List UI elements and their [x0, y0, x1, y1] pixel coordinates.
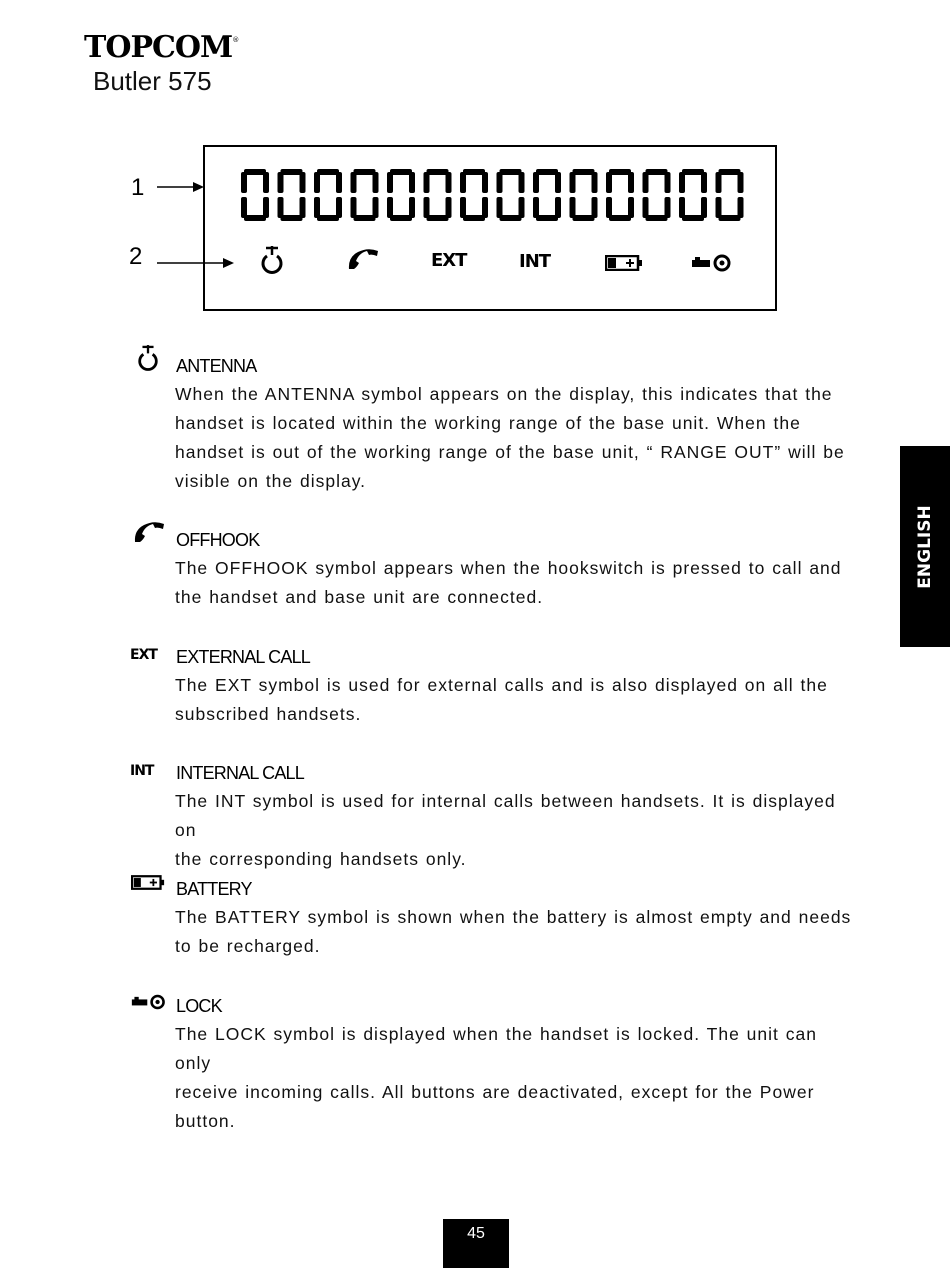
callout-1-arrow [157, 180, 205, 194]
language-tab [900, 446, 950, 647]
description-line: to be recharged. [175, 936, 321, 956]
section-title: INTERNAL CALL [176, 763, 304, 783]
section-title: OFFHOOK [176, 530, 260, 550]
brand-logo [84, 30, 238, 65]
segment-digit [716, 169, 744, 221]
section-description [175, 787, 855, 874]
segment-digit [533, 169, 561, 221]
battery-icon [131, 875, 165, 890]
description-line: When the ANTENNA symbol appears on the display, this indicates that the [175, 384, 833, 404]
description-line: receive incoming calls. All buttons are deactivated, except for the Power [175, 1082, 815, 1102]
battery-icon [605, 255, 643, 271]
segment-digit [570, 169, 598, 221]
page-number: 45 [443, 1219, 509, 1268]
section-title: ANTENNA [176, 356, 257, 376]
description-line: The OFFHOOK symbol appears when the hookswitch is pressed to call and [175, 558, 842, 578]
section-description [175, 380, 855, 496]
int-icon: INT [130, 763, 154, 779]
int-indicator: INT [519, 251, 551, 272]
segment-digit [497, 169, 525, 221]
brand-name: TOPCOM [84, 30, 233, 65]
segment-digit [241, 169, 269, 221]
language-tab-label: ENGLISH [915, 504, 935, 589]
description-line: The LOCK symbol is displayed when the handset is locked. The unit can only [175, 1024, 817, 1073]
segment-digit [278, 169, 306, 221]
segment-digit [643, 169, 671, 221]
description-line: subscribed handsets. [175, 704, 362, 724]
description-line: the corresponding handsets only. [175, 849, 467, 869]
segment-digit [424, 169, 452, 221]
callout-1: 1 [131, 174, 145, 201]
segment-digit [351, 169, 379, 221]
offhook-icon [132, 520, 166, 544]
lcd-display [203, 145, 777, 311]
segment-digit [606, 169, 634, 221]
description-line: button. [175, 1111, 236, 1131]
section-title: EXTERNAL CALL [176, 647, 310, 667]
segment-digit [314, 169, 342, 221]
lcd-icon-row [205, 243, 775, 283]
section-title: BATTERY [176, 879, 252, 899]
lock-icon [131, 994, 167, 1010]
ext-indicator: EXT [431, 250, 467, 271]
lock-icon [691, 254, 733, 272]
description-line: The BATTERY symbol is shown when the battery is almost empty and needs [175, 907, 852, 927]
section-description [175, 554, 855, 612]
section-description [175, 903, 855, 961]
antenna-icon [259, 245, 285, 275]
segment-digit [679, 169, 707, 221]
description-line: The EXT symbol is used for external calls and is also displayed on all the [175, 675, 828, 695]
description-line: the handset and base unit are connected. [175, 587, 544, 607]
section-title: LOCK [176, 996, 222, 1016]
segment-digit [387, 169, 415, 221]
section-description [175, 1020, 855, 1136]
description-line: handset is out of the working range of the base unit, “ RANGE OUT” will be [175, 442, 845, 462]
registered-mark: ® [232, 36, 239, 44]
model-name: Butler 575 [93, 66, 212, 96]
callout-2: 2 [129, 243, 143, 270]
segment-digits [241, 169, 751, 225]
ext-icon: EXT [130, 647, 157, 663]
offhook-icon [346, 247, 380, 271]
antenna-icon [136, 344, 160, 372]
section-description [175, 671, 855, 729]
segment-digit [460, 169, 488, 221]
description-line: visible on the display. [175, 471, 367, 491]
description-line: The INT symbol is used for internal calls between handsets. It is displayed on [175, 791, 836, 840]
description-line: handset is located within the working range of the base unit. When the [175, 413, 801, 433]
